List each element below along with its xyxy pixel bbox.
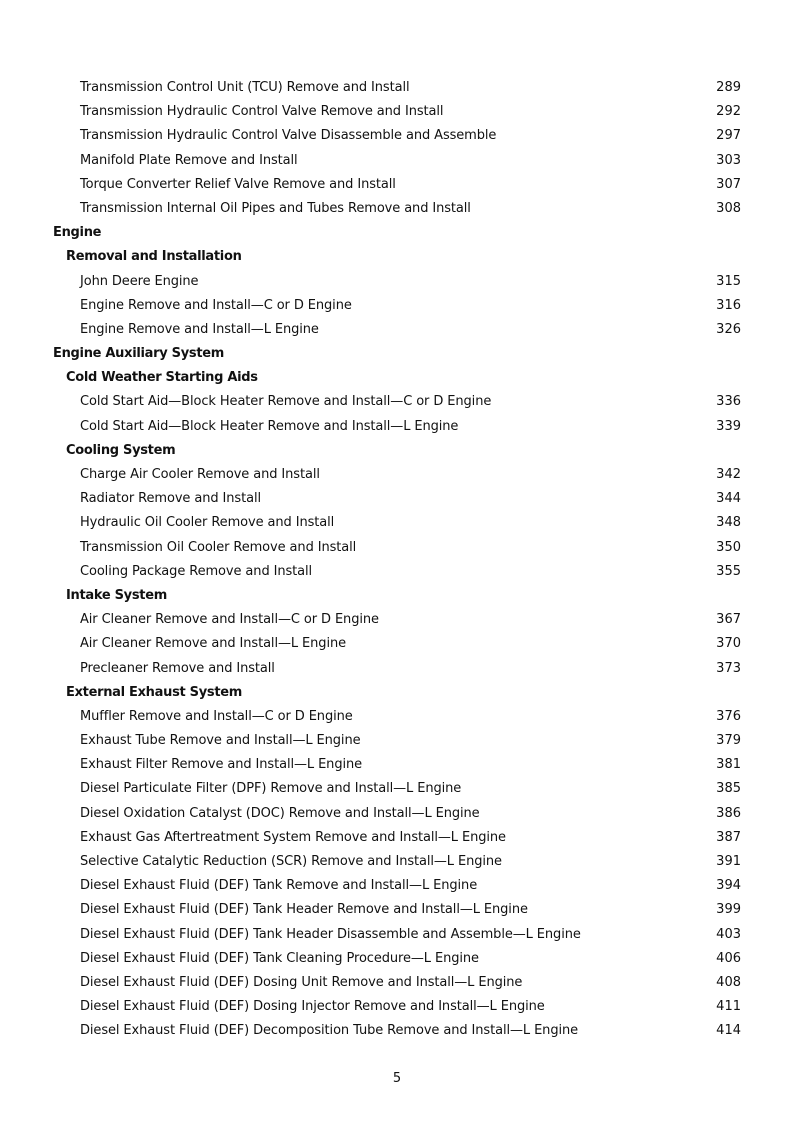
toc-entry-title: External Exhaust System xyxy=(66,684,242,700)
toc-entry[interactable] xyxy=(0,560,794,584)
toc-entry-page-number: 391 xyxy=(716,854,741,869)
toc-entry-title: Intake System xyxy=(66,587,167,603)
toc-entry-page-number: 367 xyxy=(716,612,741,628)
toc-entry-title: Air Cleaner Remove and Install—L Engine xyxy=(80,636,346,652)
toc-entry[interactable] xyxy=(0,850,794,874)
toc-entry[interactable] xyxy=(0,536,794,560)
toc-entry-title: Diesel Particulate Filter (DPF) Remove and Install—L Engine xyxy=(80,781,462,797)
toc-entry[interactable] xyxy=(0,608,794,632)
toc-entry-page-number: 386 xyxy=(716,805,741,821)
toc-entry[interactable] xyxy=(0,898,794,922)
toc-subsection-heading[interactable] xyxy=(0,584,794,608)
table-of-contents xyxy=(0,76,794,1044)
toc-entry-page-number: 350 xyxy=(716,539,741,555)
toc-entry-page-number: 342 xyxy=(716,467,741,482)
toc-entry-title: John Deere Engine xyxy=(80,273,199,289)
toc-entry-title: Diesel Exhaust Fluid (DEF) Tank Cleaning Procedure—L Engine xyxy=(80,950,479,966)
toc-entry-page-number: 379 xyxy=(716,733,741,749)
toc-entry[interactable] xyxy=(0,487,794,511)
toc-entry-page-number: 385 xyxy=(716,781,741,797)
toc-section-heading[interactable] xyxy=(0,221,794,245)
toc-entry-title: Radiator Remove and Install xyxy=(80,491,261,507)
toc-entry-title: Transmission Hydraulic Control Valve Remove and Install xyxy=(80,104,444,120)
toc-entry[interactable] xyxy=(0,777,794,801)
toc-subsection-heading[interactable] xyxy=(0,681,794,705)
toc-entry-title: Engine xyxy=(53,225,102,241)
toc-entry[interactable] xyxy=(0,826,794,850)
toc-entry-page-number: 303 xyxy=(716,152,741,168)
toc-entry-page-number: 292 xyxy=(716,104,741,120)
toc-subsection-heading[interactable] xyxy=(0,439,794,463)
toc-entry-title: Diesel Exhaust Fluid (DEF) Dosing Unit Remove and Install—L Engine xyxy=(80,974,523,990)
toc-entry-title: Diesel Oxidation Catalyst (DOC) Remove and Install—L Engine xyxy=(80,805,480,821)
toc-entry-page-number: 307 xyxy=(716,176,741,192)
toc-entry-title: Exhaust Tube Remove and Install—L Engine xyxy=(80,733,361,749)
toc-entry-title: Engine Remove and Install—C or D Engine xyxy=(80,297,352,313)
toc-entry-page-number: 403 xyxy=(716,926,741,942)
toc-entry-title: Cooling Package Remove and Install xyxy=(80,563,313,579)
toc-entry-title: Diesel Exhaust Fluid (DEF) Dosing Injector Remove and Install—L Engine xyxy=(80,999,545,1015)
toc-entry[interactable] xyxy=(0,463,794,487)
toc-entry-title: Cold Start Aid—Block Heater Remove and Install—C or D Engine xyxy=(80,394,492,410)
toc-entry-page-number: 381 xyxy=(716,757,741,773)
toc-entry[interactable] xyxy=(0,923,794,947)
toc-entry-title: Transmission Internal Oil Pipes and Tubes Remove and Install xyxy=(80,200,471,216)
toc-entry[interactable] xyxy=(0,874,794,898)
toc-entry-page-number: 336 xyxy=(716,394,741,410)
toc-entry-page-number: 355 xyxy=(716,563,741,579)
toc-entry[interactable] xyxy=(0,753,794,777)
toc-entry-title: Diesel Exhaust Fluid (DEF) Tank Header Remove and Install—L Engine xyxy=(80,902,528,918)
toc-entry-page-number: 387 xyxy=(716,829,741,845)
toc-entry-page-number: 339 xyxy=(716,418,741,434)
toc-entry-title: Charge Air Cooler Remove and Install xyxy=(80,467,320,482)
toc-entry-title: Engine Remove and Install—L Engine xyxy=(80,321,319,337)
toc-entry-title: Diesel Exhaust Fluid (DEF) Tank Header Disassemble and Assemble—L Engine xyxy=(80,926,581,942)
toc-entry[interactable] xyxy=(0,197,794,221)
toc-entry[interactable] xyxy=(0,173,794,197)
toc-entry-page-number: 399 xyxy=(716,902,741,918)
toc-entry-title: Cold Weather Starting Aids xyxy=(66,370,258,386)
toc-entry-title: Exhaust Filter Remove and Install—L Engine xyxy=(80,757,363,773)
toc-entry[interactable] xyxy=(0,802,794,826)
toc-entry[interactable] xyxy=(0,318,794,342)
toc-entry-page-number: 316 xyxy=(716,297,741,313)
toc-entry[interactable] xyxy=(0,415,794,439)
toc-section-heading[interactable] xyxy=(0,342,794,366)
toc-entry[interactable] xyxy=(0,729,794,753)
toc-entry[interactable] xyxy=(0,124,794,148)
toc-entry-title: Cold Start Aid—Block Heater Remove and Install—L Engine xyxy=(80,418,459,434)
toc-entry-title: Torque Converter Relief Valve Remove and Install xyxy=(80,176,396,192)
toc-entry[interactable] xyxy=(0,100,794,124)
toc-entry[interactable] xyxy=(0,947,794,971)
toc-entry-title: Engine Auxiliary System xyxy=(53,346,224,362)
toc-entry-title: Exhaust Gas Aftertreatment System Remove and Install—L Engine xyxy=(80,829,506,845)
toc-entry-page-number: 414 xyxy=(716,1023,741,1039)
toc-entry-page-number: 344 xyxy=(716,491,741,507)
toc-entry-title: Transmission Oil Cooler Remove and Install xyxy=(80,539,357,555)
toc-entry-title: Precleaner Remove and Install xyxy=(80,660,275,676)
toc-entry[interactable] xyxy=(0,511,794,535)
toc-entry-page-number: 326 xyxy=(716,321,741,337)
toc-entry-page-number: 411 xyxy=(716,999,741,1015)
toc-entry-title: Diesel Exhaust Fluid (DEF) Tank Remove and Install—L Engine xyxy=(80,878,478,894)
toc-entry[interactable] xyxy=(0,270,794,294)
toc-entry[interactable] xyxy=(0,390,794,414)
toc-entry-title: Selective Catalytic Reduction (SCR) Remove and Install—L Engine xyxy=(80,854,502,869)
toc-entry-page-number: 376 xyxy=(716,708,741,724)
toc-entry[interactable] xyxy=(0,1019,794,1043)
toc-entry-page-number: 315 xyxy=(716,273,741,289)
toc-entry[interactable] xyxy=(0,294,794,318)
toc-entry-title: Air Cleaner Remove and Install—C or D Engine xyxy=(80,612,379,628)
toc-entry[interactable] xyxy=(0,149,794,173)
toc-entry-page-number: 394 xyxy=(716,878,741,894)
toc-entry-title: Diesel Exhaust Fluid (DEF) Decomposition Tube Remove and Install—L Engine xyxy=(80,1023,579,1039)
page-number: 5 xyxy=(392,1071,402,1086)
toc-entry-page-number: 297 xyxy=(716,128,741,144)
toc-entry-page-number: 370 xyxy=(716,636,741,652)
toc-entry-title: Hydraulic Oil Cooler Remove and Install xyxy=(80,515,335,531)
toc-entry-page-number: 308 xyxy=(716,200,741,216)
toc-subsection-heading[interactable] xyxy=(0,245,794,269)
toc-entry[interactable] xyxy=(0,657,794,681)
toc-entry-page-number: 289 xyxy=(716,80,741,95)
toc-entry-title: Manifold Plate Remove and Install xyxy=(80,152,298,168)
toc-entry-page-number: 406 xyxy=(716,950,741,966)
toc-entry-title: Transmission Control Unit (TCU) Remove and Install xyxy=(80,80,410,95)
toc-entry-title: Muffler Remove and Install—C or D Engine xyxy=(80,708,353,724)
toc-entry[interactable] xyxy=(0,76,794,100)
toc-entry[interactable] xyxy=(0,971,794,995)
toc-entry-title: Cooling System xyxy=(66,442,176,458)
toc-entry-title: Removal and Installation xyxy=(66,249,242,265)
toc-entry-page-number: 373 xyxy=(716,660,741,676)
toc-entry[interactable] xyxy=(0,995,794,1019)
toc-entry[interactable] xyxy=(0,705,794,729)
toc-entry-title: Transmission Hydraulic Control Valve Disassemble and Assemble xyxy=(80,128,497,144)
toc-entry-page-number: 408 xyxy=(716,974,741,990)
toc-entry[interactable] xyxy=(0,632,794,656)
toc-entry-page-number: 348 xyxy=(716,515,741,531)
toc-subsection-heading[interactable] xyxy=(0,366,794,390)
